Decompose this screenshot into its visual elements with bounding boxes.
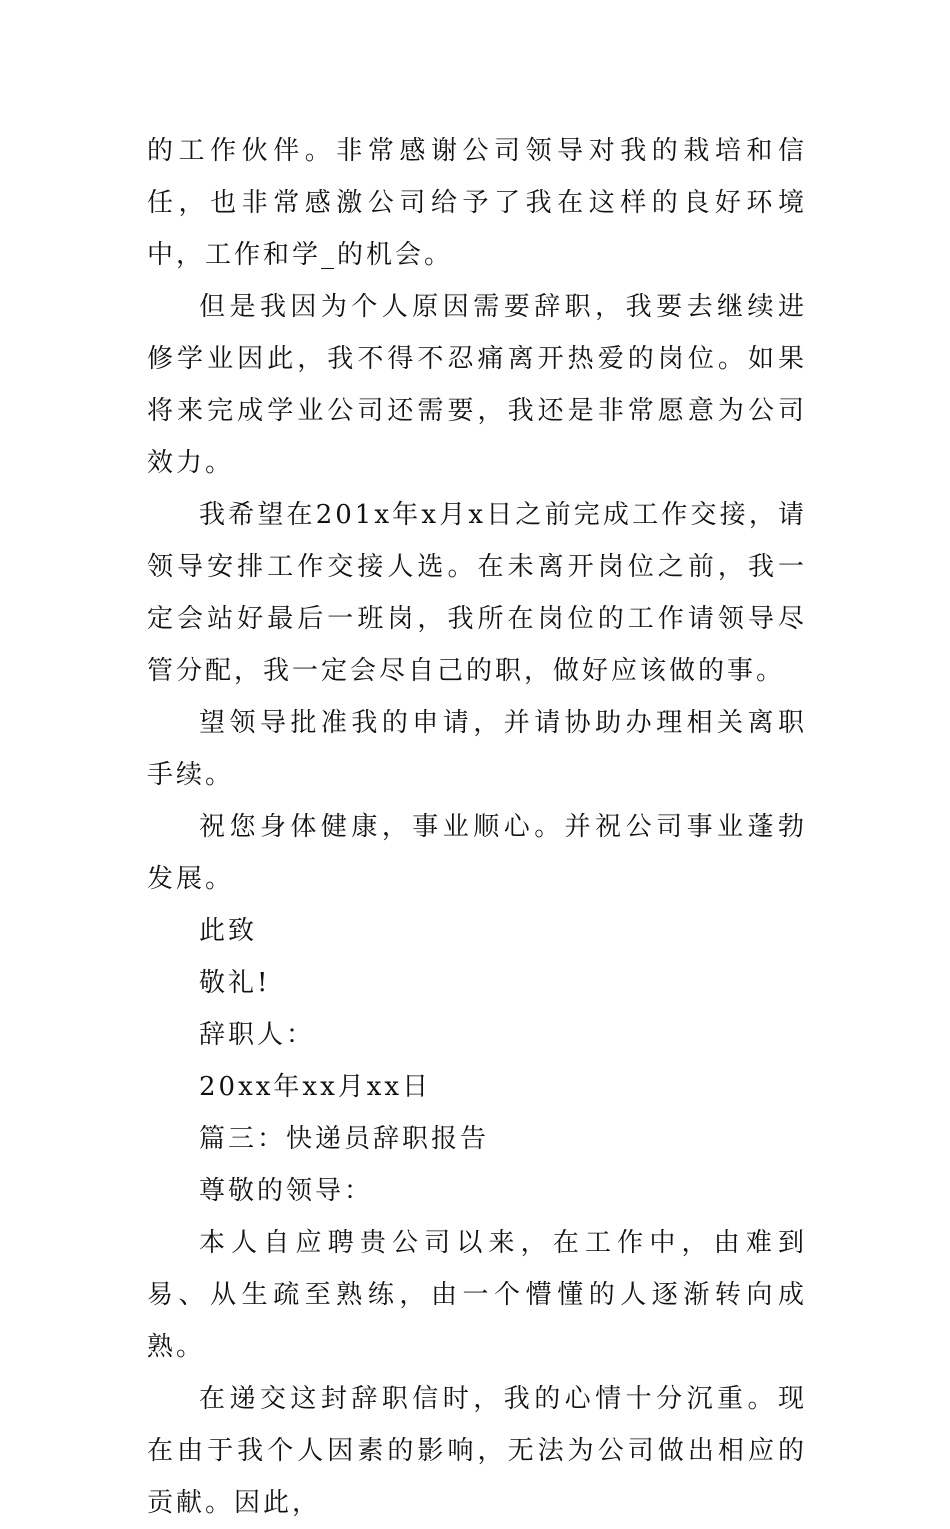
paragraph-gratitude: 的工作伙伴。非常感谢公司领导对我的栽培和信任，也非常感激公司给予了我在这样的良好环境中，工作和学_的机会。 <box>147 136 807 270</box>
greeting-line: 尊敬的领导： <box>199 1176 374 1206</box>
closing-regards: 敬礼! <box>199 968 271 998</box>
section-heading: 篇三：快递员辞职报告 <box>199 1124 490 1154</box>
paragraph-wishes: 祝您身体健康，事业顺心。并祝公司事业蓬勃发展。 <box>147 812 807 894</box>
document-body <box>147 125 807 1529</box>
signature-line: 辞职人： <box>199 1020 316 1050</box>
paragraph-handover: 我希望在201x年x月x日之前完成工作交接，请领导安排工作交接人选。在未离开岗位之前，我一定会站好最后一班岗，我所在岗位的工作请领导尽管分配，我一定会尽自己的职，做好应该做的事。 <box>147 500 807 686</box>
date-line: 20xx年xx月xx日 <box>199 1072 432 1102</box>
paragraph-submission: 在递交这封辞职信时，我的心情十分沉重。现在由于我个人因素的影响，无法为公司做出相应的贡献。因此， <box>147 1384 807 1518</box>
paragraph-request: 望领导批准我的申请，并请协助办理相关离职手续。 <box>147 708 807 790</box>
closing-salutation: 此致 <box>199 916 258 946</box>
paragraph-reason: 但是我因为个人原因需要辞职，我要去继续进修学业因此，我不得不忍痛离开热爱的岗位。如果将来完成学业公司还需要，我还是非常愿意为公司效力。 <box>147 292 807 478</box>
paragraph-experience: 本人自应聘贵公司以来，在工作中，由难到易、从生疏至熟练，由一个懵懂的人逐渐转向成熟。 <box>147 1228 807 1362</box>
